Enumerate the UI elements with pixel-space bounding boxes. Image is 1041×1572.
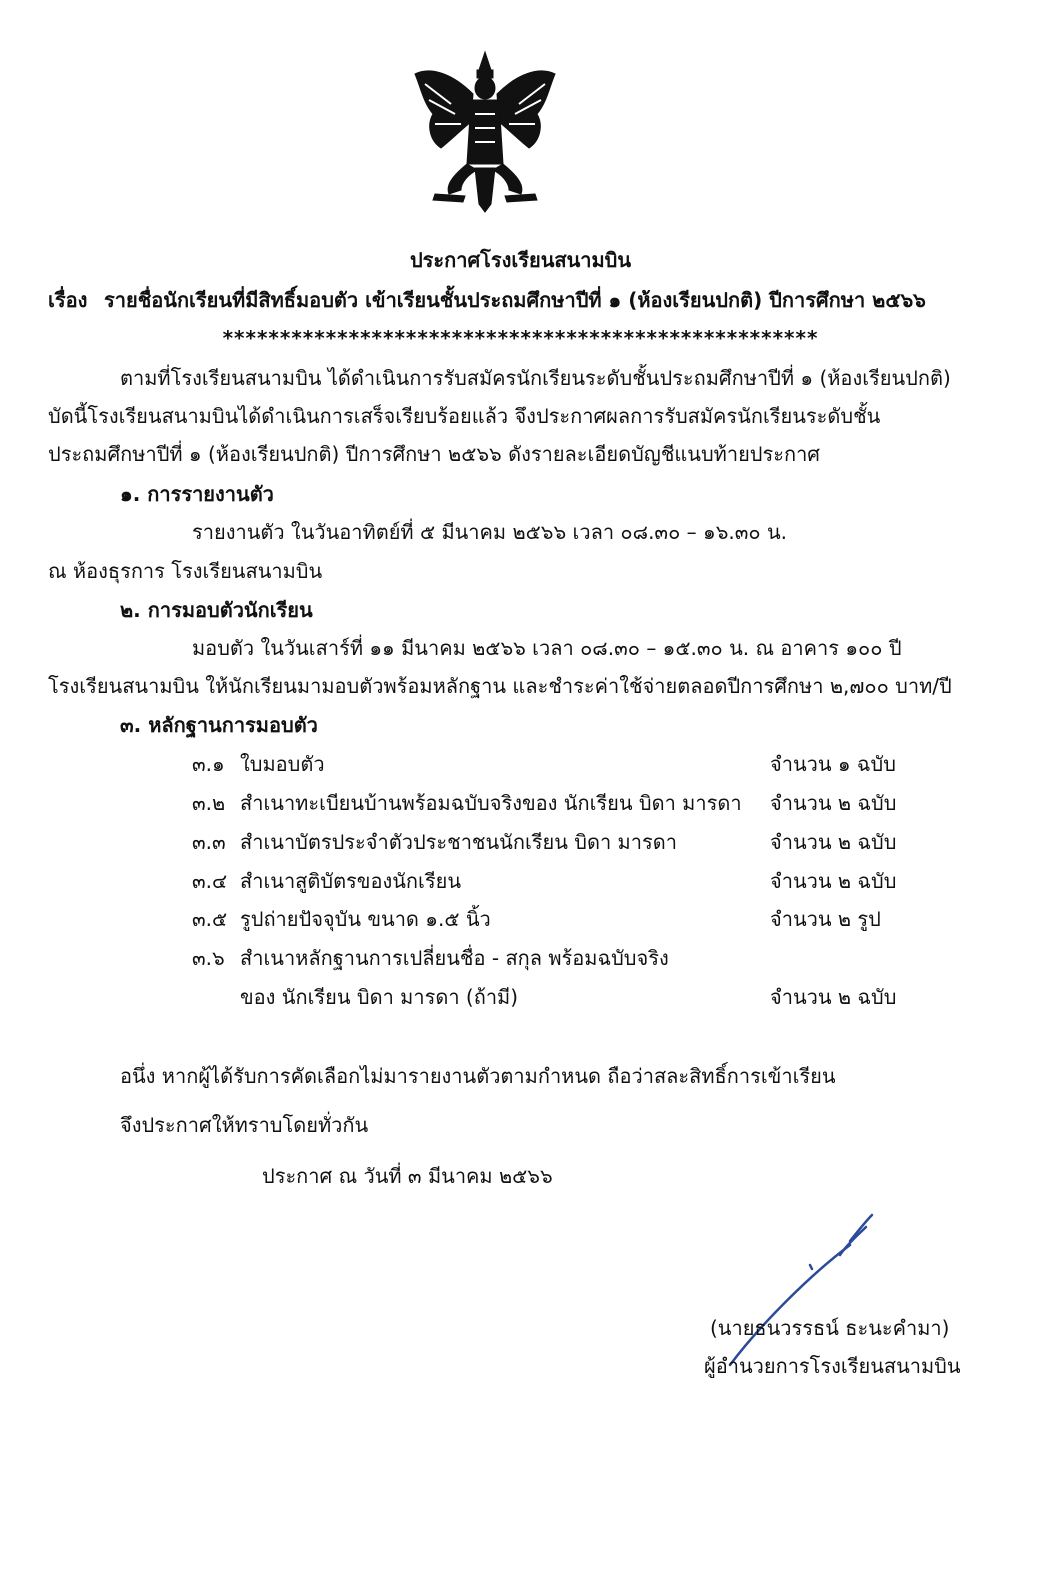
section-1-line-2: ณ ห้องธุรการ โรงเรียนสนามบิน [48, 559, 323, 583]
list-item-number: ๓.๑ [192, 752, 225, 776]
announcement-date: ประกาศ ณ วันที่ ๓ มีนาคม ๒๕๖๖ [262, 1164, 553, 1188]
intro-line-1: ตามที่โรงเรียนสนามบิน ได้ดำเนินการรับสมัครนักเรียนระดับชั้นประถมศึกษาปีที่ ๑ (ห้องเรียนปกติ) [120, 366, 951, 390]
list-item-text: สำเนาหลักฐานการเปลี่ยนชื่อ - สกุล พร้อมฉบับจริง [240, 946, 669, 970]
divider: **************************************************** [222, 326, 819, 350]
list-item-qty: จำนวน ๒ ฉบับ [770, 791, 897, 815]
list-item-text: รูปถ่ายปัจจุบัน ขนาด ๑.๕ นิ้ว [240, 907, 491, 931]
list-item-number: ๓.๕ [192, 907, 228, 931]
list-item-qty: จำนวน ๒ ฉบับ [770, 830, 897, 854]
signatory-position: ผู้อำนวยการโรงเรียนสนามบิน [704, 1354, 961, 1378]
list-item-number: ๓.๖ [192, 946, 225, 970]
list-item-qty: จำนวน ๒ ฉบับ [770, 869, 897, 893]
list-item-number: ๓.๒ [192, 791, 226, 815]
list-item-number: ๓.๔ [192, 869, 228, 893]
signatory-name: (นายธนวรรธน์ ธะนะคำมา) [710, 1316, 950, 1340]
subject-text: รายชื่อนักเรียนที่มีสิทธิ์มอบตัว เข้าเรียนชั้นประถมศึกษาปีที่ ๑ (ห้องเรียนปกติ) ปีการศึกษา ๒๕๖๖ [104, 288, 926, 312]
list-item-qty: จำนวน ๑ ฉบับ [770, 752, 896, 776]
section-1-line-1: รายงานตัว ในวันอาทิตย์ที่ ๕ มีนาคม ๒๕๖๖ เวลา ๐๘.๓๐ – ๑๖.๓๐ น. [192, 520, 788, 544]
list-item-text: สำเนาบัตรประจำตัวประชาชนนักเรียน บิดา มารดา [240, 830, 677, 854]
list-item-qty: จำนวน ๒ รูป [770, 907, 881, 931]
section-2-line-2: โรงเรียนสนามบิน ให้นักเรียนมามอบตัวพร้อมหลักฐาน และชำระค่าใช้จ่ายตลอดปีการศึกษา ๒,๗๐๐ บาท/ปี [48, 674, 952, 698]
section-2-line-1: มอบตัว ในวันเสาร์ที่ ๑๑ มีนาคม ๒๕๖๖ เวลา ๐๘.๓๐ – ๑๕.๓๐ น. ณ อาคาร ๑๐๐ ปี [192, 636, 902, 660]
intro-line-3: ประถมศึกษาปีที่ ๑ (ห้องเรียนปกติ) ปีการศึกษา ๒๕๖๖ ดังรายละเอียดบัญชีแนบท้ายประกาศ [48, 442, 821, 466]
section-1-heading: ๑. การรายงานตัว [120, 482, 274, 506]
list-item-text: ใบมอบตัว [240, 752, 325, 776]
closing-note: อนึ่ง หากผู้ได้รับการคัดเลือกไม่มารายงานตัวตามกำหนด ถือว่าสละสิทธิ์การเข้าเรียน [120, 1064, 836, 1088]
section-2-heading: ๒. การมอบตัวนักเรียน [120, 598, 313, 622]
list-item-qty: จำนวน ๒ ฉบับ [770, 985, 897, 1009]
list-item-text: สำเนาทะเบียนบ้านพร้อมฉบับจริงของ นักเรียน บิดา มารดา [240, 791, 742, 815]
garuda-emblem-icon [405, 44, 565, 216]
page-title: ประกาศโรงเรียนสนามบิน [409, 248, 632, 272]
subject-label: เรื่อง [48, 288, 88, 312]
signature-icon [700, 1205, 900, 1375]
list-item-number: ๓.๓ [192, 830, 226, 854]
section-3-heading: ๓. หลักฐานการมอบตัว [120, 713, 318, 737]
intro-line-2: บัดนี้โรงเรียนสนามบินได้ดำเนินการเสร็จเรียบร้อยแล้ว จึงประกาศผลการรับสมัครนักเรียนระดับชั้น [48, 404, 881, 428]
list-item-text-continued: ของ นักเรียน บิดา มารดา (ถ้ามี) [240, 985, 519, 1009]
list-item-text: สำเนาสูติบัตรของนักเรียน [240, 869, 461, 893]
closing-announce: จึงประกาศให้ทราบโดยทั่วกัน [120, 1113, 369, 1137]
